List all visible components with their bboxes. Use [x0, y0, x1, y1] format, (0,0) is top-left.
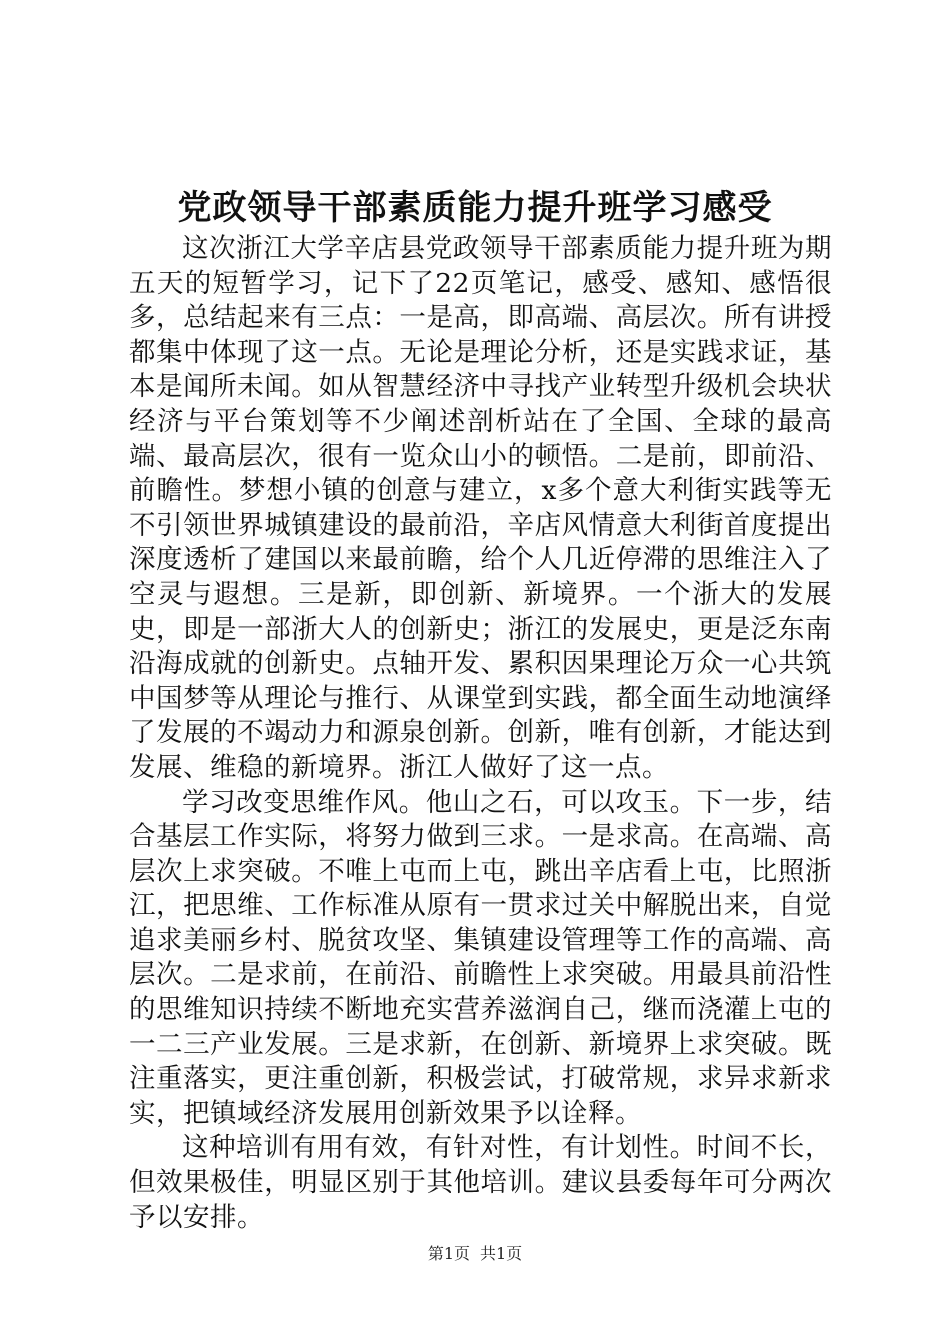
page-footer [0, 1243, 950, 1265]
paragraph-2: 学习改变思维作风。他山之石，可以攻玉。下一步，结合基层工作实际，将努力做到三求。一是求高。在高端、高层次上求突破。不唯上屯而上屯，跳出辛店看上屯，比照浙江，把思维、工作标准从原有一贯求过关中解脱出来，自觉追求美丽乡村、脱贫攻坚、集镇建设管理等工作的高端、高层次。二是求前，在前沿、前瞻性上求突破。用最具前沿性的思维知识持续不断地充实营养滋润自己，继而浇灌上屯的一二三产业发展。三是求新，在创新、新境界上求突破。既注重落实，更注重创新，积极尝试，打破常规，求异求新求实，把镇域经济发展用创新效果予以诠释。 [129, 786, 832, 1129]
page-total: 共1页 [480, 1244, 523, 1263]
page-number: 第1页 [427, 1244, 470, 1263]
document-body [129, 232, 832, 1235]
document-title: 党政领导干部素质能力提升班学习感受 [177, 188, 773, 228]
paragraph-3: 这种培训有用有效，有针对性，有计划性。时间不长，但效果极佳，明显区别于其他培训。建议县委每年可分两次予以安排。 [129, 1132, 832, 1233]
paragraph-1: 这次浙江大学辛店县党政领导干部素质能力提升班为期五天的短暂学习，记下了22页笔记，感受、感知、感悟很多，总结起来有三点：一是高，即高端、高层次。所有讲授都集中体现了这一点。无论是理论分析，还是实践求证，基本是闻所未闻。如从智慧经济中寻找产业转型升级机会块状经济与平台策划等不少阐述剖析站在了全国、全球的最高端、最高层次，很有一览众山小的顿悟。二是前，即前沿、前瞻性。梦想小镇的创意与建立，x多个意大利街实践等无不引领世界城镇建设的最前沿，辛店风情意大利街首度提出深度透析了建国以来最前瞻，给个人几近停滞的思维注入了空灵与遐想。三是新，即创新、新境界。一个浙大的发展史，即是一部浙大人的创新史；浙江的发展史，更是泛东南沿海成就的创新史。点轴开发、累积因果理论万众一心共筑中国梦等从理论与推行、从课堂到实践，都全面生动地演绎了发展的不竭动力和源泉创新。创新，唯有创新，才能达到发展、维稳的新境界。浙江人做好了这一点。 [129, 233, 832, 783]
